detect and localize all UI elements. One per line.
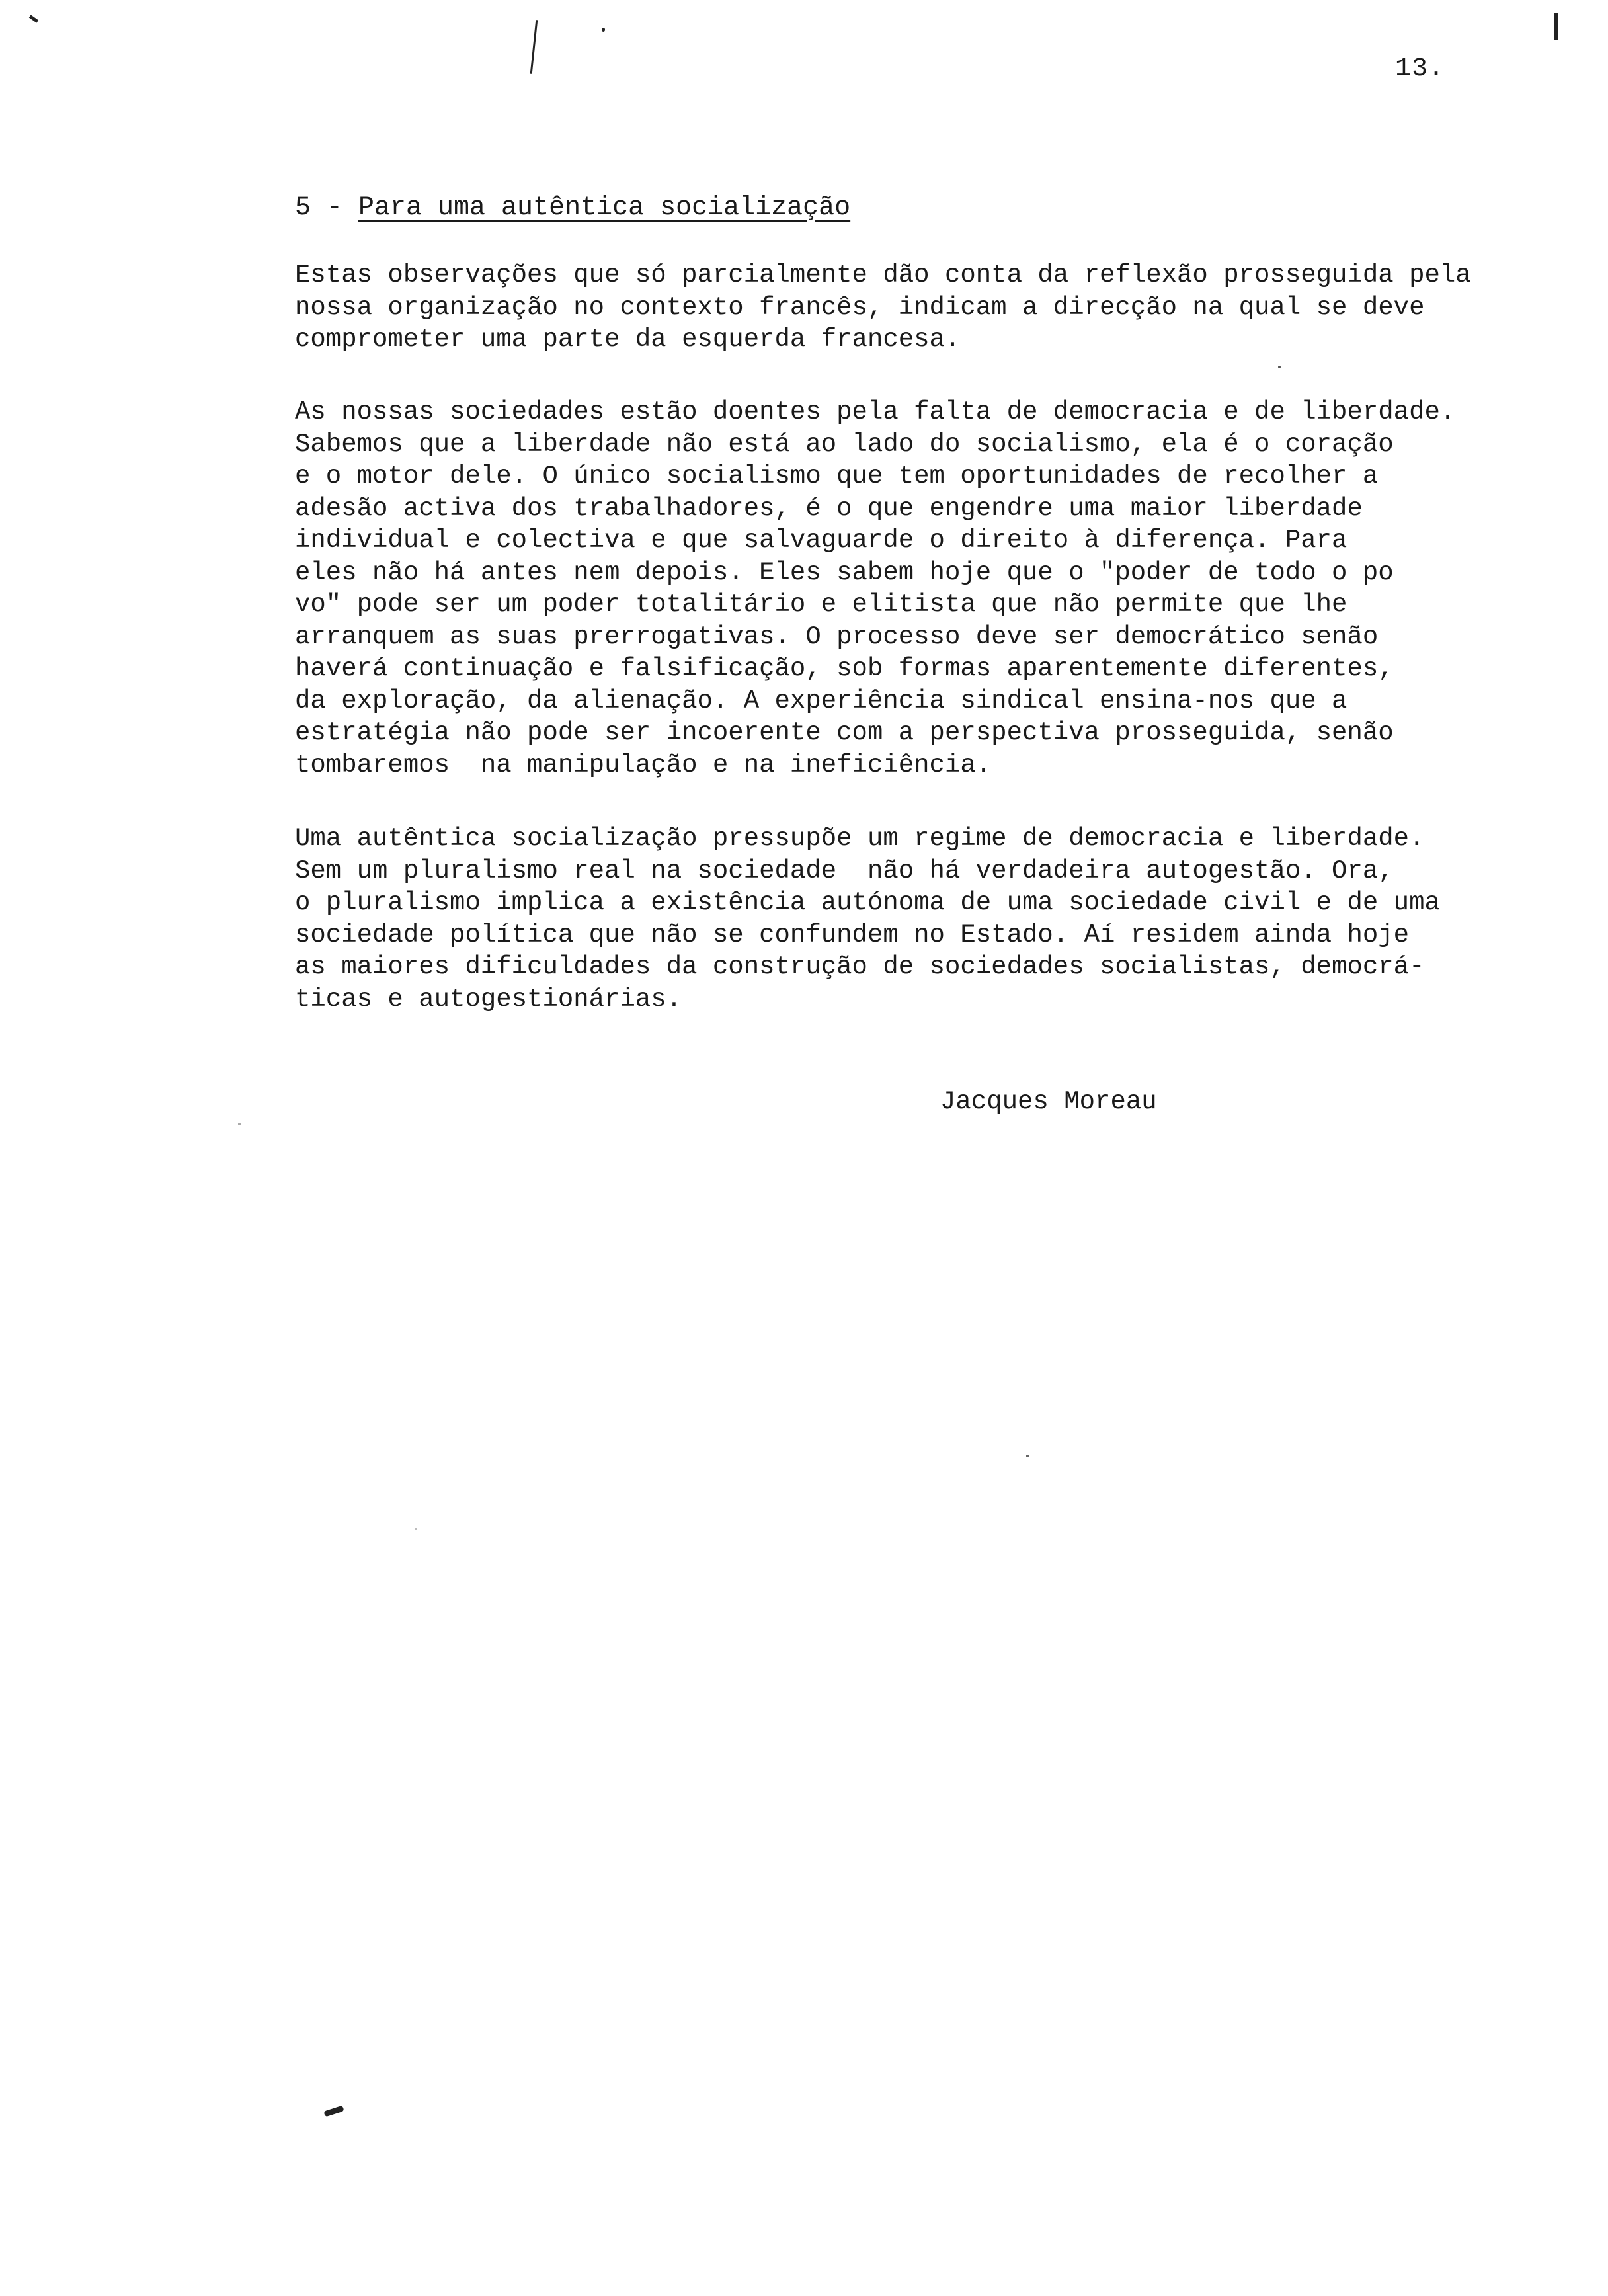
section-title: Para uma autêntica socialização xyxy=(358,193,851,223)
scan-mark xyxy=(323,2106,344,2117)
scan-mark xyxy=(29,15,38,22)
scan-mark xyxy=(602,28,605,32)
paragraph-3: Uma autêntica socialização pressupõe um regime de democracia e liberdade. Sem um pluralismo real na sociedade não há verdadeira autogestão. Ora, o pluralismo implica a existência autónoma de uma sociedade civil e de uma sociedade política que não se confundem no Estado. Aí residem ainda hoje as maiores dificuldades da construção de sociedades socialistas, democrá- ticas e autogestionárias. xyxy=(295,824,1440,1014)
scan-speck xyxy=(415,1528,417,1530)
section-heading xyxy=(295,193,850,223)
page-number: 13. xyxy=(1395,54,1445,84)
paragraph-1: Estas observações que só parcialmente dão conta da reflexão prosseguida pela nossa organização no contexto francês, indicam a direcção na qual se deve comprometer uma parte da esquerda francesa. xyxy=(295,261,1471,354)
section-number: 5 - xyxy=(295,193,343,223)
scan-speck xyxy=(1026,1455,1029,1457)
scan-mark xyxy=(1554,13,1558,40)
paragraph-2: As nossas sociedades estão doentes pela falta de democracia e de liberdade. Sabemos que a liberdade não está ao lado do socialismo, ela é o coração e o motor dele. O único socialismo que tem oportunidades de recolher a adesão activa dos trabalhadores, é o que engendre uma maior liberdade individual e colectiva e que salvaguarde o direito à diferença. Para eles não há antes nem depois. Eles sabem hoje que o "poder de todo o po vo" pode ser um poder totalitário e elitista que não permite que lhe arranquem as suas prerrogativas. O processo deve ser democrático senão haverá continuação e falsificação, sob formas aparentemente diferentes, da exploração, da alienação. A experiência sindical ensina-nos que a estratégia não pode ser incoerente com a perspectiva prosseguida, senão tombaremos na manipulação e na ineficiência. xyxy=(295,397,1456,780)
scan-speck xyxy=(1278,366,1281,368)
author-signature: Jacques Moreau xyxy=(940,1087,1157,1116)
scan-speck xyxy=(238,1123,241,1125)
scan-mark xyxy=(530,20,538,74)
